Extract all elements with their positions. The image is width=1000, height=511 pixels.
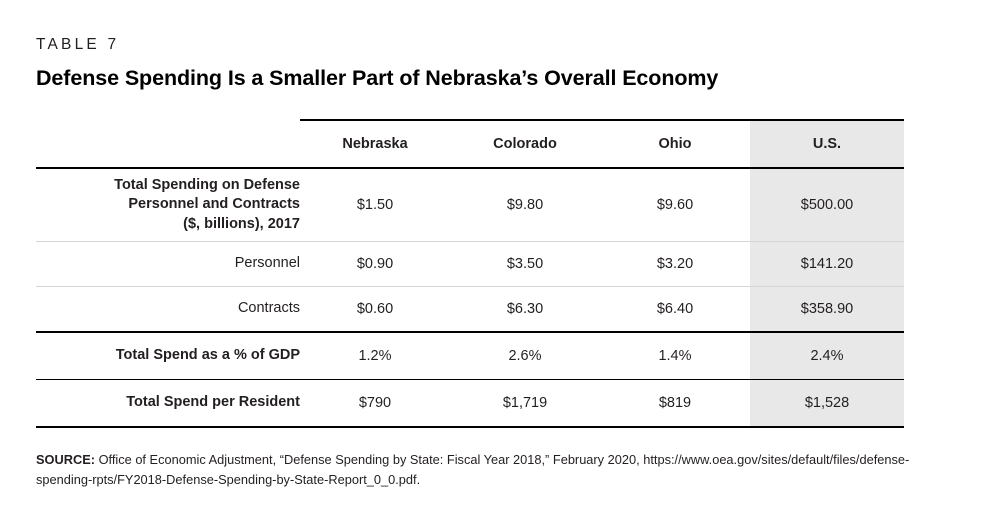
row-label-contracts: Contracts — [36, 287, 300, 333]
cell-value: 2.6% — [450, 332, 600, 380]
table-row — [36, 242, 904, 287]
table-row — [36, 332, 904, 380]
cell-value: $819 — [600, 380, 750, 428]
cell-value: $6.40 — [600, 287, 750, 333]
cell-value: $358.90 — [750, 287, 904, 333]
table-header-row — [36, 120, 904, 168]
source-label: SOURCE: — [36, 452, 96, 467]
column-header-us: U.S. — [750, 120, 904, 168]
cell-value: $0.90 — [300, 242, 450, 287]
row-label-line-2: Personnel and Contracts — [128, 196, 300, 213]
cell-value: $790 — [300, 380, 450, 428]
row-label-personnel: Personnel — [36, 242, 300, 287]
cell-value: $1.50 — [300, 168, 450, 242]
column-header-colorado: Colorado — [450, 120, 600, 168]
row-label-line-3: ($, billions), 2017 — [183, 215, 300, 232]
cell-value: $141.20 — [750, 242, 904, 287]
cell-value: $1,719 — [450, 380, 600, 428]
source-note — [36, 450, 916, 490]
cell-value: $3.20 — [600, 242, 750, 287]
cell-value: $500.00 — [750, 168, 904, 242]
source-text: Office of Economic Adjustment, “Defense Spending by State: Fiscal Year 2018,” February 2020, https://www.oea.gov/sites/default/files/defense-spending-rpts/FY2018-Defense-Spending-by-State-Report_0_0.pdf. — [36, 452, 910, 487]
cell-value: $9.80 — [450, 168, 600, 242]
cell-value: $1,528 — [750, 380, 904, 428]
row-label-line-1: Total Spending on Defense — [114, 177, 300, 194]
cell-value: $9.60 — [600, 168, 750, 242]
table-row — [36, 287, 904, 333]
figure-content — [36, 0, 916, 490]
table-row — [36, 380, 904, 428]
column-header-blank — [36, 120, 300, 168]
page-title: Defense Spending Is a Smaller Part of Nebraska’s Overall Economy — [36, 66, 719, 90]
row-label-percent-gdp: Total Spend as a % of GDP — [36, 332, 300, 380]
row-label-total-spending — [36, 168, 300, 242]
cell-value: 1.2% — [300, 332, 450, 380]
left-margin-rule — [0, 0, 7, 511]
cell-value: 2.4% — [750, 332, 904, 380]
table-row — [36, 168, 904, 242]
defense-spending-table — [36, 119, 904, 428]
row-label-spend-per-resident: Total Spend per Resident — [36, 380, 300, 428]
cell-value: 1.4% — [600, 332, 750, 380]
column-header-nebraska: Nebraska — [300, 120, 450, 168]
column-header-ohio: Ohio — [600, 120, 750, 168]
cell-value: $0.60 — [300, 287, 450, 333]
cell-value: $3.50 — [450, 242, 600, 287]
table-number-label: TABLE 7 — [36, 36, 120, 53]
cell-value: $6.30 — [450, 287, 600, 333]
